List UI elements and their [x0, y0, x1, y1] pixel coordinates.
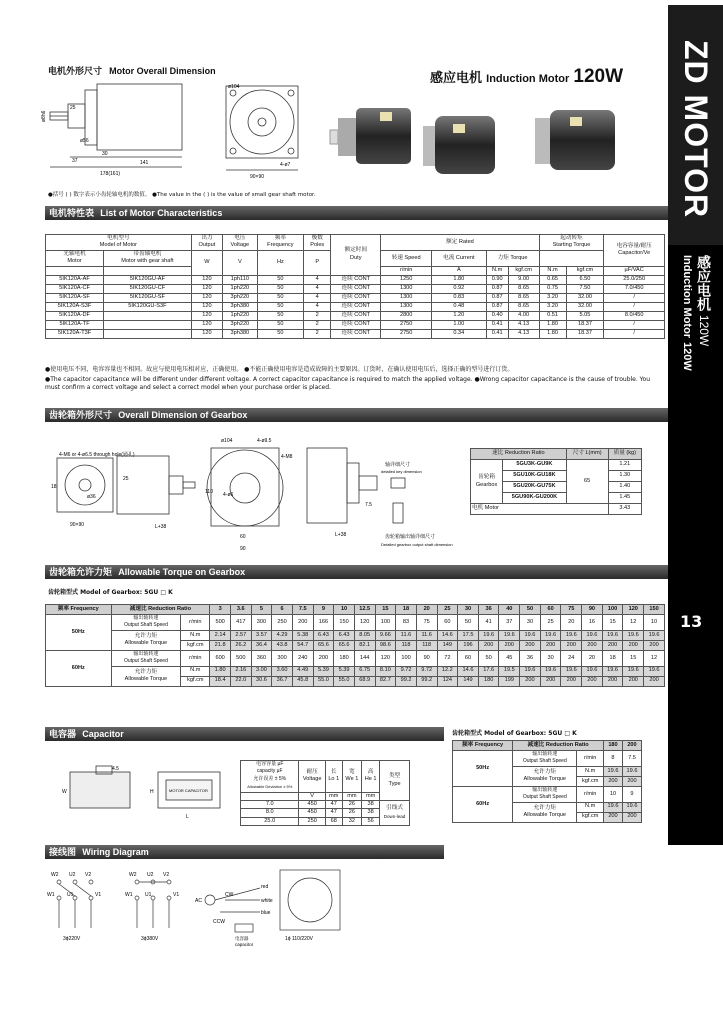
svg-text:Detailed gearbox output shaft: Detailed gearbox output shaft dimension: [381, 542, 453, 547]
motor-row: 5IK120A-CF 5IK120GU-CF 120 1ph220 50 4 连续 CONT 1300 0.92 0.87 8.65 0.75 7.50 7.0/450: [46, 284, 665, 293]
svg-text:white: white: [261, 898, 273, 904]
motor-photo-3: [535, 110, 615, 170]
svg-text:AC: AC: [195, 898, 202, 904]
svg-text:U2: U2: [69, 872, 76, 878]
dimension-note: ●括号 ( ) 数字表示小齿轮轴电机的数值。 ●The value in the ( ) is the value of small gear shaft motor.: [48, 192, 316, 198]
svg-text:W: W: [62, 789, 67, 795]
capacitor-table: 电容容量 µF capacity µF 允许误差 ± 5% Allowable Deviation ± 5% 耐压 Voltage 长 Lo 1 宽 We 1 高 He 1 类型 Type V mm mm mm 7.0 450 47 26 38 引线式 Down-lead 8.0 450 47 26 38 25.0 250 68 32 56: [240, 760, 410, 826]
svg-text:3ϕ380V: 3ϕ380V: [141, 936, 159, 942]
motor-row: 5IK120A-SF 5IK120GU-SF 120 3ph220 50 4 连续 CONT 1300 0.83 0.87 8.65 3.20 32.00 /: [46, 293, 665, 302]
motor-dimension-title: 电机外形尺寸 Motor Overall Dimension: [48, 66, 216, 77]
torque-row: kgf.cm 200 200: [453, 812, 642, 822]
svg-text:4-ø7: 4-ø7: [280, 162, 291, 168]
capacitor-drawing: [48, 758, 228, 828]
svg-text:U2: U2: [147, 872, 154, 878]
svg-text:3ϕ220V: 3ϕ220V: [63, 936, 81, 942]
svg-text:red: red: [261, 884, 269, 890]
characteristics-note-cn: ●使用电压不同，电容容量也不相同。故应与使用电压相对应，正确使用。 ●不能正确使用电容是造成故障的主要原因。订货时，在确认使用电压后，选择正确的型号进行订货。: [45, 366, 514, 373]
svg-text:V2: V2: [163, 872, 170, 878]
svg-text:MOTOR CAPACITOR: MOTOR CAPACITOR: [169, 788, 208, 793]
product-title: 感应电机 Induction Motor 120W: [430, 66, 624, 87]
svg-text:W2: W2: [129, 872, 137, 878]
svg-text:1ϕ 110/220V: 1ϕ 110/220V: [285, 936, 314, 942]
characteristics-note-en: ●The capacitor capacitance will be different under different voltage. A correct capacitor capacitance is required to match the applied voltage. ●Wrong capacitor capacitance is the cause of trouble. You must confirm a correct voltage and select a correct model when your purchase order is placed.: [45, 376, 651, 391]
svg-text:4-M8: 4-M8: [281, 454, 293, 460]
svg-text:V1: V1: [95, 892, 102, 898]
torque-row: 60Hz 输出轴转速 Output Shaft Speed r/min 600 500 360 300 240 200 180 144 120 100 90 72 60 50 45 36 30 24 20 18 15 12: [46, 650, 665, 666]
svg-text:7.5: 7.5: [365, 502, 372, 508]
svg-text:90: 90: [240, 546, 246, 552]
torque-subtitle: 齿轮箱型式 Model of Gearbox: 5GU □ K: [48, 589, 173, 596]
svg-text:齿轮箱输出轴详细尺寸: 齿轮箱输出轴详细尺寸: [385, 534, 436, 540]
svg-text:W2: W2: [51, 872, 59, 878]
wiring-diagram: [45, 868, 365, 958]
section-bar-capacitor: 电容器 Capacitor: [45, 727, 444, 741]
sidebar-title: 感应电机 120W Induction Motor 120W: [681, 255, 712, 371]
motor-characteristics-table: 电机型号 Model of Motor 出力 Output 电压 Voltage 频率 Frequency 极数 Poles 额定时间 Duty 额定 Rated 起动转矩 Starting Torque 电容容量/耐压 Capacitor/Ve 光轴电机 Motor 带齿轴电机 Motor with gear shaft W V Hz P 转速 Speed 电流 Current 力矩 Torque r/min A N.m kgf.cm N.m kgf.cm µF/VAC 5IK120A-AF 5IK120GU-AF 120 1ph110 50 4 连续 CONT 1250 1.80 0.90 9.00 0.65 6.50 25.0/250 5IK120A-CF 5IK120GU-CF 120 1ph220 50 4 连续 CONT 1300 0.92 0.87 8.65 0.75 7.50 7.0/450 5IK120A-SF 5IK120GU-SF 120 3ph220 50 4 连续 CONT 1300 0.83 0.87 8.65 3.20 32.00 / 5IK120A-S3F 5IK120GU-S3F 120 3ph380 50 4 连续 CONT 1300 0.48 0.87 8.65 3.20 32.00 / 5IK120A-DF 120 1ph220 50 2 连续 CONT 2800 1.20 0.40 4.00 0.51 5.05 8.0/450 5IK120A-TF 120 3ph220 50 2 连续 CONT 2750 1.00 0.41 4.13 1.80 18.37 / 5IK120A-T3F 120 3ph380 50 2 连续 CONT 2750 0.34 0.41 4.13 1.80 18.37 /: [45, 234, 665, 339]
svg-text:U1: U1: [67, 892, 74, 898]
svg-text:L+38: L+38: [335, 532, 347, 538]
motor-photo-1: [330, 108, 411, 164]
svg-text:ø56: ø56: [80, 138, 89, 144]
svg-text:37: 37: [72, 158, 78, 164]
svg-text:U1: U1: [145, 892, 152, 898]
torque-row: 允许力矩 Allowable Torque N.m 1.80 2.16 3.00 3.60 4.49 5.39 5.39 6.75 8.10 9.72 9.72 12.2 14.6 17.6 19.5 19.6 19.6 19.6 19.6 19.6 19.6 19.6: [46, 666, 665, 676]
svg-text:25: 25: [70, 105, 76, 111]
svg-text:30: 30: [102, 151, 108, 157]
svg-text:4-M6 or 4-ø6.5 through hole(通孔: 4-M6 or 4-ø6.5 through hole(通孔): [59, 452, 135, 458]
svg-text:ø104: ø104: [221, 438, 233, 444]
torque-row: kgf.cm 18.4 22.0 30.6 36.7 45.8 55.0 55.0 68.9 82.7 99.2 99.2 124 149 180 199 200 200 200 200 200 200 200: [46, 676, 665, 686]
torque-row: kgf.cm 200 200: [453, 776, 642, 786]
svg-text:L: L: [186, 814, 189, 820]
svg-text:blue: blue: [261, 910, 271, 916]
svg-text:V1: V1: [173, 892, 180, 898]
brand-sidebar: [668, 0, 723, 1024]
torque-row: 50Hz 输出轴转速 Output Shaft Speed r/min 500 417 300 250 200 166 150 120 100 83 75 60 50 41 37 30 25 20 16 15 12 10: [46, 615, 665, 631]
svg-text:90×90: 90×90: [250, 174, 265, 180]
motor-row: 5IK120A-DF 120 1ph220 50 2 连续 CONT 2800 1.20 0.40 4.00 0.51 5.05 8.0/450: [46, 311, 665, 320]
svg-text:V2: V2: [85, 872, 92, 878]
torque-row: 60Hz 输出轴转速 Output Shaft Speed r/min 10 9: [453, 786, 642, 802]
torque2-subtitle: 齿轮箱型式 Model of Gearbox: 5GU □ K: [452, 730, 577, 737]
svg-text:W1: W1: [125, 892, 133, 898]
svg-text:25: 25: [123, 476, 129, 482]
svg-text:轴详细尺寸: 轴详细尺寸: [385, 462, 411, 468]
gearbox-weight-table: 速比 Reduction Ratio 尺寸 L(mm) 质量 (kg) 齿轮箱 Gearbox 5GU3K-GU9K 65 1.21 5GU10K-GU18K 1.30 5GU20K-GU75K 1.40 5GU90K-GU200K 1.45 电机 Motor 3.43: [470, 448, 642, 515]
svg-text:90×90: 90×90: [70, 522, 85, 528]
motor-photos: [325, 90, 665, 190]
svg-text:141: 141: [140, 160, 149, 166]
svg-text:ø8h6: ø8h6: [41, 110, 47, 122]
svg-text:L+38: L+38: [155, 524, 167, 530]
svg-text:ø104: ø104: [228, 84, 240, 90]
torque-row: 允许力矩 Allowable Torque N.m 19.6 19.6: [453, 766, 642, 776]
motor-row: 5IK120A-T3F 120 3ph380 50 2 连续 CONT 2750 0.34 0.41 4.13 1.80 18.37 /: [46, 329, 665, 338]
svg-text:W1: W1: [47, 892, 55, 898]
motor-row: 5IK120A-S3F 5IK120GU-S3F 120 3ph380 50 4 连续 CONT 1300 0.48 0.87 8.65 3.20 32.00 /: [46, 302, 665, 311]
motor-dimension-drawing: [40, 82, 330, 187]
section-bar-allowable-torque: 齿轮箱允许力矩 Allowable Torque on Gearbox: [45, 565, 669, 579]
section-bar-wiring: 接线图 Wiring Diagram: [45, 845, 444, 859]
svg-text:178(161): 178(161): [100, 171, 121, 177]
allowable-torque-table: 频率 Frequency 减速比 Reduction Ratio 3 3.6 5 6 7.5 9 10 12.5 15 18 20 25 30 36 40 50 60 75 90 100 120 150 50Hz 输出轴转速 Output Shaft Speed r/min 500 417 300 250 200 166 150 120 100 83 75 60 50 41 37 30 25 20 16 15 12 10 允许力矩 Allowable Torque N.m 2.14 2.57 3.57 4.29 5.38 6.43 6.43 8.05 9.66 11.6 11.6 14.6 17.5 19.6 19.6 19.6 19.6 19.6 19.6 19.6 19.6 19.6 kgf.cm 21.8 26.2 36.4 43.8 54.7 65.6 65.6 82.1 98.6 118 118 149 196 200 200 200 200 200 200 200 200 200 60Hz 输出轴转速 Output Shaft Speed r/min 600 500 360 300 240 200 180 144 120 100 90 72 60 50 45 36 30 24 20 18 15 12 允许力矩 Allowable Torque N.m 1.80 2.16 3.00 3.60 4.49 5.39 5.39 6.75 8.10 9.72 9.72 12.2 14.6 17.6 19.5 19.6 19.6 19.6 19.6 19.6 19.6 19.6 kgf.cm 18.4 22.0 30.6 36.7 45.8 55.0 55.0 68.9 82.7 99.2 99.2 124 149 180 199 200 200 200 200 200 200 200: [45, 604, 665, 687]
svg-text:ø36: ø36: [87, 494, 96, 500]
torque-row: kgf.cm 21.8 26.2 36.4 43.8 54.7 65.6 65.6 82.1 98.6 118 118 149 196 200 200 200 200 200 200 200 200 200: [46, 640, 665, 650]
motor-row: 5IK120A-TF 120 3ph220 50 2 连续 CONT 2750 1.00 0.41 4.13 1.80 18.37 /: [46, 320, 665, 329]
svg-text:4-ø9.5: 4-ø9.5: [257, 438, 272, 444]
torque-row: 允许力矩 Allowable Torque N.m 19.6 19.6: [453, 802, 642, 812]
motor-row: 5IK120A-AF 5IK120GU-AF 120 1ph110 50 4 连续 CONT 1250 1.80 0.90 9.00 0.65 6.50 25.0/250: [46, 275, 665, 284]
motor-photo-2: [423, 116, 495, 174]
svg-text:60: 60: [240, 534, 246, 540]
svg-text:capacitor: capacitor: [235, 942, 254, 947]
svg-text:H: H: [150, 789, 154, 795]
allowable-torque-table-2: 频率 Frequency 减速比 Reduction Ratio 180 200 50Hz 输出轴转速 Output Shaft Speed r/min 8 7.5 允许力矩 Allowable Torque N.m 19.6 19.6 kgf.cm 200 200 60Hz 输出轴转速 Output Shaft Speed r/min 10 9 允许力矩 Allowable Torque N.m 19.6 19.6 kgf.cm 200 200: [452, 740, 642, 823]
brand-logo: ZD MOTOR: [678, 40, 714, 219]
svg-text:CW: CW: [225, 892, 234, 898]
section-bar-gearbox-dimension: 齿轮箱外形尺寸 Overall Dimension of Gearbox: [45, 408, 669, 422]
torque-row: 允许力矩 Allowable Torque N.m 2.14 2.57 3.57 4.29 5.38 6.43 6.43 8.05 9.66 11.6 11.6 14.6 17.5 19.6 19.6 19.6 19.6 19.6 19.6 19.6 19.6 19.6: [46, 630, 665, 640]
svg-text:4-ø6: 4-ø6: [223, 492, 234, 498]
svg-text:电容器: 电容器: [235, 936, 249, 941]
svg-text:detailed key dimension: detailed key dimension: [381, 469, 422, 474]
torque-row: 50Hz 输出轴转速 Output Shaft Speed r/min 8 7.5: [453, 751, 642, 767]
svg-text:18: 18: [51, 484, 57, 490]
section-bar-characteristics: 电机特性表 List of Motor Characteristics: [45, 206, 669, 220]
gearbox-dimension-drawing: [45, 428, 465, 558]
svg-text:110: 110: [205, 489, 213, 495]
svg-text:CCW: CCW: [213, 919, 225, 925]
svg-text:4.5: 4.5: [112, 766, 119, 772]
page-number: 13: [680, 612, 703, 631]
